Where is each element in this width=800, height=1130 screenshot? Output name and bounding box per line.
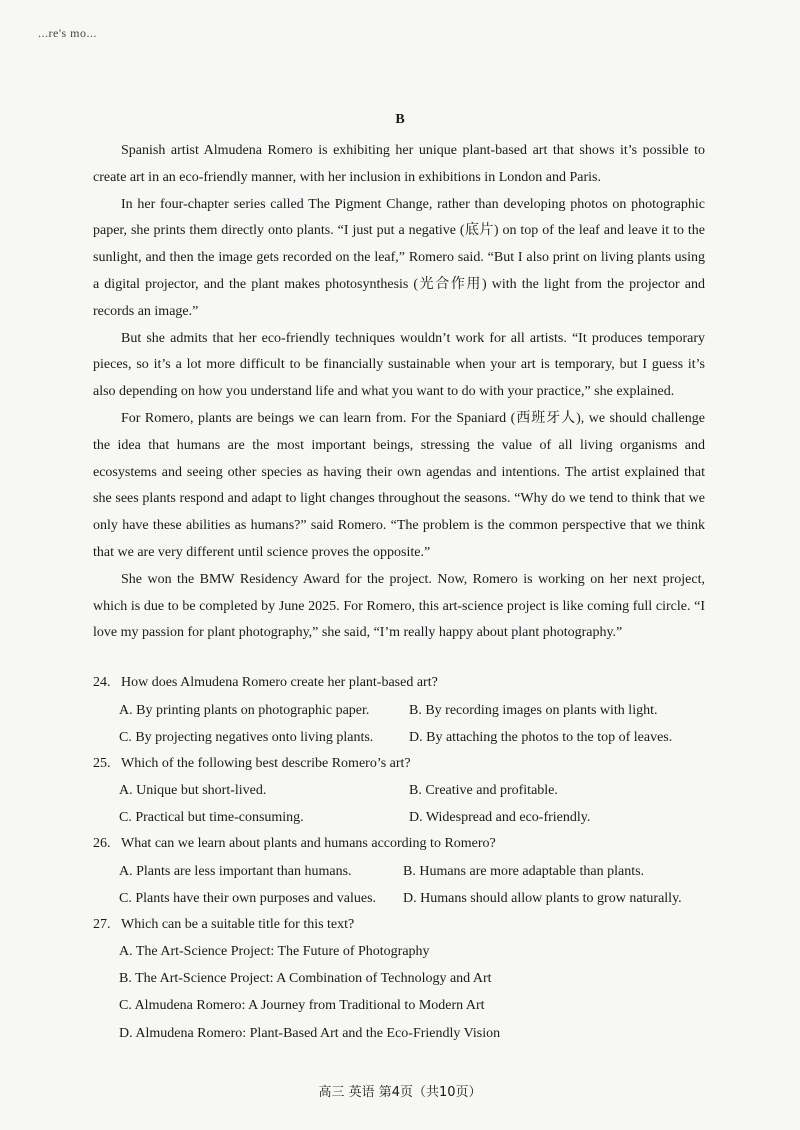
option-a: A. Plants are less important than humans.	[119, 863, 352, 879]
page-footer: 高三 英语 第4页（共10页）	[318, 1085, 482, 1100]
question-stem	[93, 751, 723, 778]
answer-options	[93, 697, 723, 751]
reading-passage	[93, 138, 705, 647]
passage-paragraph: Spanish artist Almudena Romero is exhibiting her unique plant-based art that shows it’s possible to create art in an eco-friendly manner, with her inclusion in exhibitions in London and Paris.	[93, 143, 705, 185]
option-c: C. Practical but time-consuming.	[119, 810, 304, 825]
question-number: 24.	[93, 675, 111, 690]
option-a: A. The Art-Science Project: The Future of Photography	[119, 944, 430, 959]
passage-paragraph: In her four-chapter series called The Pigment Change, rather than developing photos on photographic paper, she prints them directly onto plants. “I just put a negative (底片) on top of the leaf and leave it to the sunlight, and then the image gets recorded on the leaf,” Romero said. “But I also print on living plants using a digital projector, and the plant makes photosynthesis (光合作用) with the light from the projector and records an image.”	[93, 196, 705, 319]
question-text: What can we learn about plants and humans according to Romero?	[121, 836, 496, 851]
option-d: D. Widespread and eco-friendly.	[409, 810, 591, 825]
question-number: 27.	[93, 916, 111, 932]
option-b: B. Creative and profitable.	[409, 783, 558, 798]
option-b: B. The Art-Science Project: A Combination of Technology and Art	[119, 971, 492, 987]
question-text: Which of the following best describe Romero’s art?	[121, 755, 411, 771]
option-c: C. Almudena Romero: A Journey from Traditional to Modern Art	[119, 998, 485, 1014]
option-c: C. Plants have their own purposes and values.	[119, 890, 377, 906]
option-b: B. Humans are more adaptable than plants.	[403, 863, 645, 879]
option-c: C. By projecting negatives onto living plants.	[119, 729, 374, 745]
question-list	[93, 670, 723, 1047]
question-text: How does Almudena Romero create her plant-based art?	[121, 675, 438, 690]
question-stem	[93, 912, 723, 939]
option-b: B. By recording images on plants with light.	[409, 702, 658, 718]
question-27	[93, 912, 723, 1047]
passage-paragraph: She won the BMW Residency Award for the project. Now, Romero is working on her next project, which is due to be completed by June 2025. For Romero, this art-science project is like coming full circle. “I love my passion for plant photography,” she said, “I’m really happy about plant photography.”	[93, 571, 705, 641]
question-number: 25.	[93, 755, 111, 771]
question-stem	[93, 670, 723, 697]
answer-options	[93, 777, 723, 831]
page-top-fragment: ...re's mo...	[38, 26, 97, 40]
question-text: Which can be a suitable title for this text?	[121, 916, 355, 932]
option-d: D. Almudena Romero: Plant-Based Art and the Eco-Friendly Vision	[119, 1025, 501, 1041]
question-26	[93, 831, 723, 912]
section-heading: B	[395, 112, 405, 127]
option-d: D. By attaching the photos to the top of leaves.	[409, 729, 673, 745]
question-stem	[93, 831, 723, 858]
passage-paragraph: For Romero, plants are beings we can learn from. For the Spaniard (西班牙人), we should challenge the idea that humans are the most important beings, stressing the value of all living organisms and ecosystems and seeing other species as having their own agendas and intentions. The artist explained that she sees plants respond and adapt to light changes throughout the seasons. “Why do we tend to think that we only have these abilities as humans?” said Romero. “The problem is the common perspective that we think that we are very different until science proves the opposite.”	[93, 410, 705, 560]
answer-options	[93, 858, 723, 912]
question-24	[93, 670, 723, 751]
option-d: D. Humans should allow plants to grow naturally.	[403, 890, 682, 906]
question-25	[93, 751, 723, 832]
question-number: 26.	[93, 836, 111, 851]
option-a: A. Unique but short-lived.	[119, 783, 267, 798]
passage-paragraph: But she admits that her eco-friendly techniques wouldn’t work for all artists. “It produces temporary pieces, so it’s a lot more difficult to be financially sustainable when your art is temporary, but I guess it’s also depending on how you understand life and what you want to do with your practice,” she explained.	[93, 330, 705, 400]
option-a: A. By printing plants on photographic paper.	[119, 702, 370, 718]
answer-options	[93, 938, 723, 1047]
